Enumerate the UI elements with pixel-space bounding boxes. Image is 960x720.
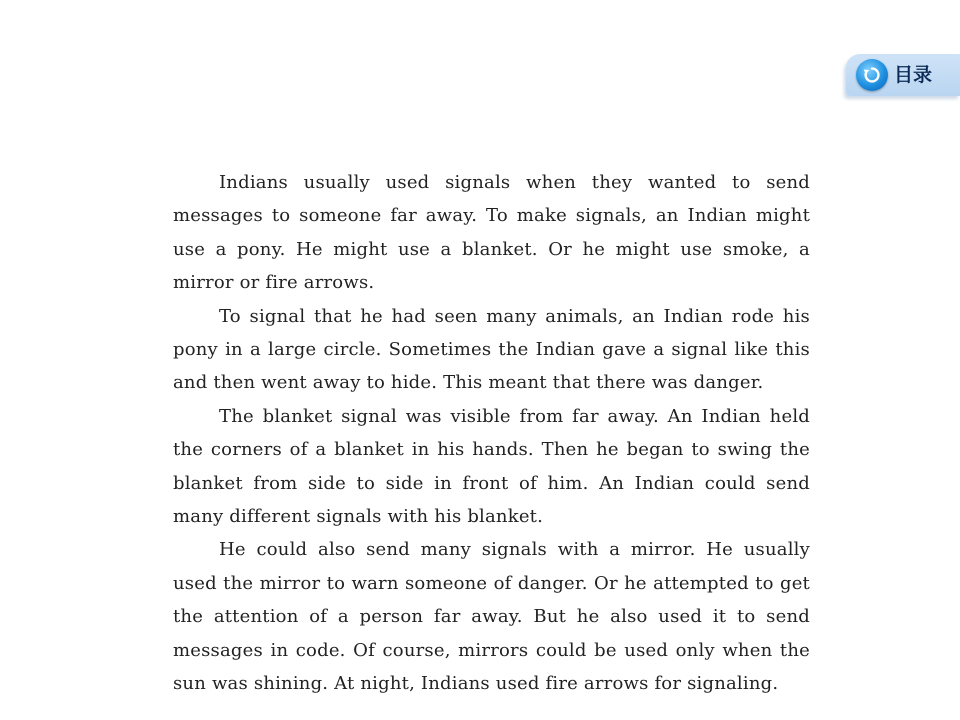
toc-label: 目录: [894, 64, 933, 86]
paragraph-4: He could also send many signals with a mirror. He usually used the mirror to warn someone of danger. Or he attempted to get the attention of a person far away. But he also used it to send messages in code. Of course, mirrors could be used only when the sun was shining. At night, Indians used fire arrows for signaling.: [173, 539, 810, 695]
paragraph-1: Indians usually used signals when they wanted to send messages to someone far away. To make signals, an Indian might use a pony. He might use a blanket. Or he might use smoke, a mirror or fire arrows.: [173, 172, 810, 294]
refresh-circle-icon: [856, 59, 888, 91]
paragraph-3: The blanket signal was visible from far away. An Indian held the corners of a blanket in his hands. Then he began to swing the blanket from side to side in front of him. An Indian could send many different signals with his blanket.: [173, 405, 810, 528]
toc-button[interactable]: [846, 54, 960, 96]
paragraph-2: To signal that he had seen many animals, an Indian rode his pony in a large circle. Sometimes the Indian gave a signal like this and then went away to hide. This meant that there was danger.: [173, 305, 810, 394]
article-body: [173, 166, 810, 701]
